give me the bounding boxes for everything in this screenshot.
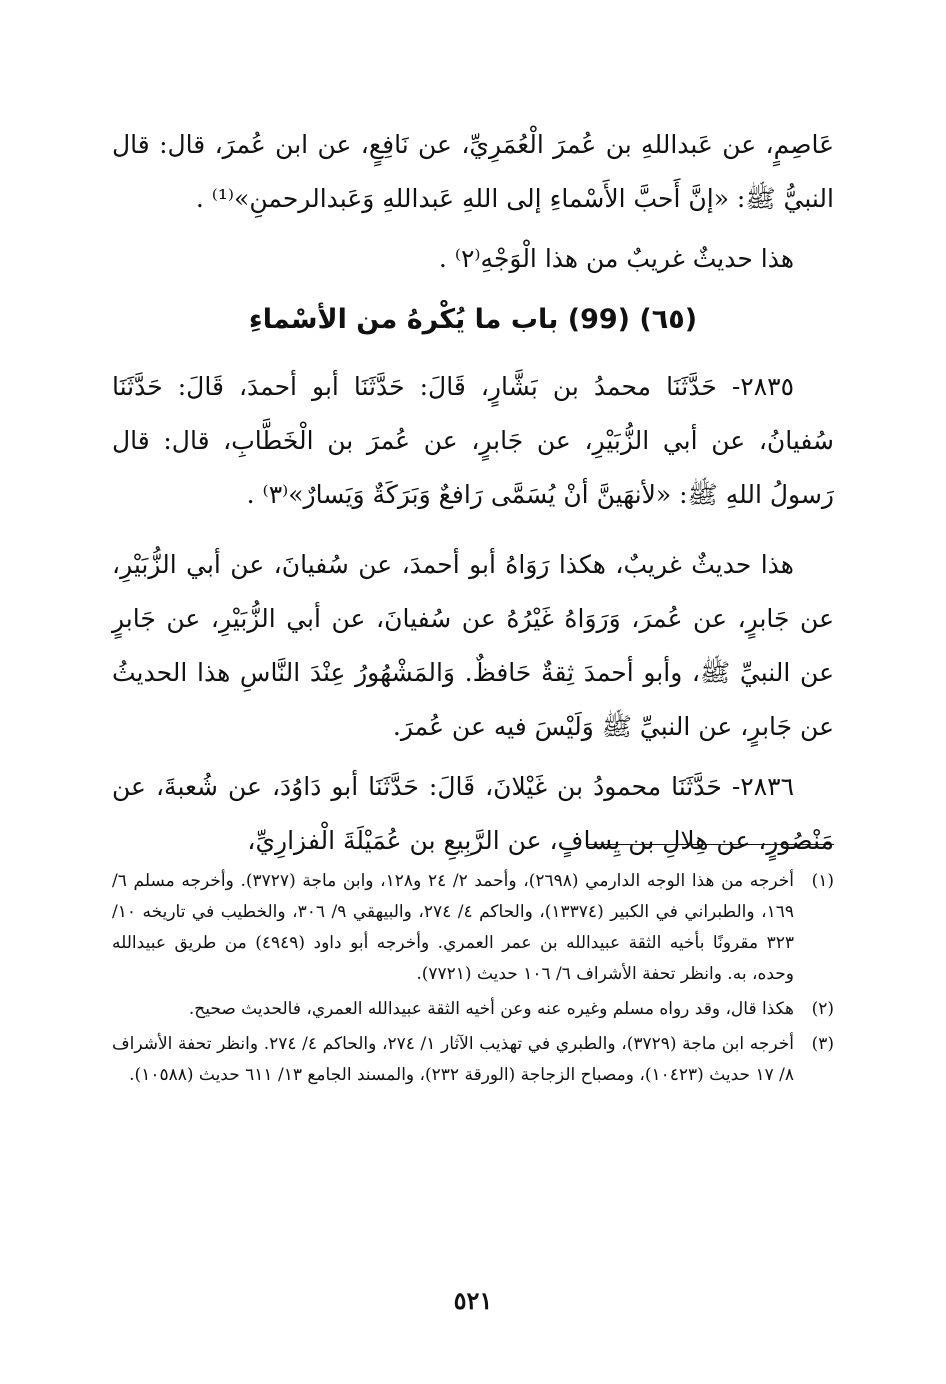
- paragraph-continued-hadith: عَاصِمٍ، عن عَبداللهِ بن عُمرَ الْعُمَرِيِّ، عن نَافِعٍ، عن ابن عُمرَ، قال: قال النبيُّ ﷺ: «إنَّ أَحبَّ الأَسْماءِ إلى اللهِ عَبداللهِ وَعَبدالرحمنِ»⁽¹⁾ .: [112, 130, 834, 213]
- main-text: [112, 118, 834, 868]
- footnote-text: أخرجه ابن ماجة (٣٧٢٩)، والطبري في تهذيب الآثار ١/ ٢٧٤، والحاكم ٤/ ٢٧٤. وانظر تحفة الأشراف ٨/ ١٧ حديث (١٠٤٢٣)، ومصباح الزجاجة (الورقة ٢٣٢)، والمسند الجامع ١٣/ ٦١١ حديث (١٠٥٨٨).: [112, 1034, 794, 1085]
- hadith-2835: ٢٨٣٥- حَدَّثَنَا محمدُ بن بَشَّارٍ، قَالَ: حَدَّثَنَا أبو أحمدَ، قَالَ: حَدَّثَنَا سُفيانُ، عن أبي الزُّبَيْرِ، عن جَابرٍ، عن عُمرَ بن الْخَطَّابِ، قال: قال رَسولُ اللهِ ﷺ: «لأنهَينَّ أنْ يُسَمَّى رَافعٌ وَبَرَكَةٌ وَيَسارٌ»⁽٣⁾ .: [112, 372, 834, 509]
- footnote-text: هكذا قال، وقد رواه مسلم وغيره عنه وعن أخيه الثقة عبيدالله العمري، فالحديث صحيح.: [188, 999, 794, 1019]
- footnote-item: [112, 1029, 834, 1091]
- page-number: ٥٢١: [453, 1286, 493, 1315]
- footnote-item: [112, 994, 834, 1025]
- footnote-number: (٣): [811, 1034, 834, 1054]
- footnote-divider: [588, 844, 834, 845]
- paragraph-grading: هذا حديثٌ غريبٌ من هذا الْوَجْهِ⁽٢⁾ .: [438, 244, 794, 273]
- footnote-text: أخرجه من هذا الوجه الدارمي (٢٦٩٨)، وأحمد ٢/ ٢٤ و١٢٨، وابن ماجة (٣٧٢٧). وأخرجه مسلم ٦/ ١٦٩، والطبراني في الكبير (١٣٣٧٤)، والحاكم ٤/ ٢٧٤، والبيهقي ٩/ ٣٠٦، والخطيب في تاريخه ١٠/ ٣٢٣ مقرونًا بأخيه الثقة عبيدالله بن عمر العمري. وأخرجه أبو داود (٤٩٤٩) من طريق عبيدالله وحده، به. وانظر تحفة الأشراف ٦/ ١٠٦ حديث (٧٧٢١).: [112, 871, 795, 984]
- footnote-number: (٢): [811, 999, 834, 1019]
- commentary-paragraph: هذا حديثٌ غريبٌ، هكذا رَوَاهُ أبو أحمدَ، عن سُفيانَ، عن أبي الزُّبَيْرِ، عن جَابرٍ، عن عُمرَ، وَرَوَاهُ غَيْرُهُ عن سُفيانَ، عن أبي الزُّبَيْرِ، عن جَابرٍ عن النبيِّ ﷺ، وأبو أحمدَ ثِقةٌ حَافظٌ. وَالمَشْهُورُ عِنْدَ النَّاسِ هذا الحديثُ عن جَابرٍ، عن النبيِّ ﷺ وَلَيْسَ فيه عن عُمرَ.: [112, 550, 834, 741]
- footnote-number: (١): [811, 871, 834, 891]
- hadith-2836: ٢٨٣٦- حَدَّثَنَا محمودُ بن غَيْلانَ، قَالَ: حَدَّثَنَا أبو دَاوُدَ، عن شُعبةَ، عن مَنْصُورٍ، عن هِلالِ بن يِسافٍ، عن الرَّبِيعِ بن عُمَيْلَةَ الْفزارِيِّ،: [112, 772, 834, 855]
- footnotes: [112, 866, 834, 1095]
- chapter-heading: (٦٥) (99) باب ما يُكْرهُ من الأسْماءِ: [248, 304, 698, 335]
- footnote-item: [112, 866, 834, 990]
